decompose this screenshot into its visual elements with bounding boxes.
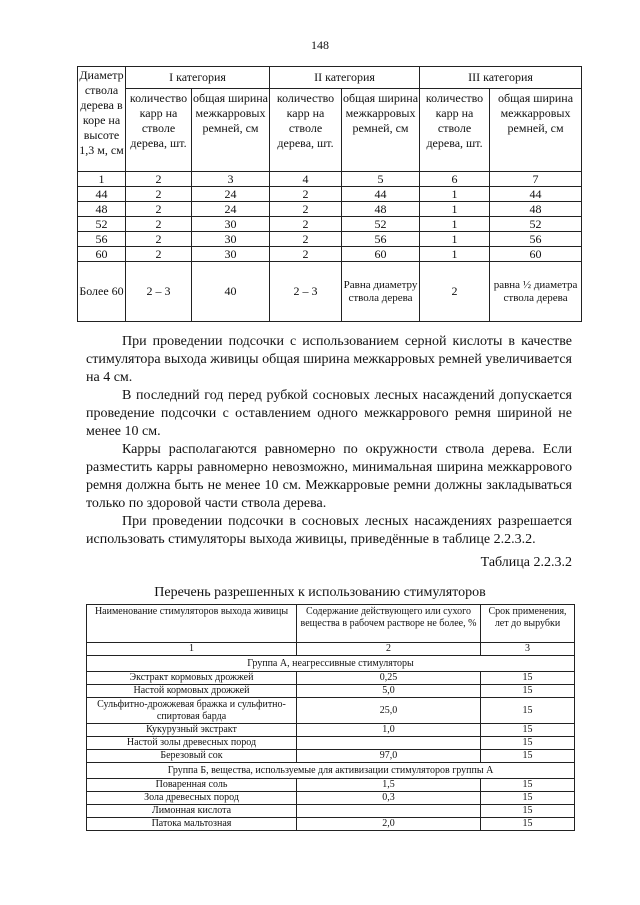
table-cell: 2 — [126, 232, 192, 247]
table-cell: 7 — [490, 172, 582, 187]
table-cell: 24 — [192, 202, 270, 217]
stimulators-table — [86, 604, 575, 831]
group-b-heading: Группа Б, вещества, используемые для активизации стимуляторов группы А — [87, 763, 575, 779]
table-cell: 15 — [481, 750, 575, 763]
table-cell: Лимонная кислота — [87, 805, 297, 818]
subheader-width: общая ширина межкарровых ремней, см — [192, 89, 270, 172]
header-term: Срок применения, лет до вырубки — [481, 605, 575, 643]
table-cell: Зола древесных пород — [87, 792, 297, 805]
table-cell: 44 — [490, 187, 582, 202]
table-row — [78, 217, 582, 232]
table-cell: 2 — [270, 202, 342, 217]
table-cell: 1 — [78, 172, 126, 187]
table-cell: 15 — [481, 672, 575, 685]
table-cell: 56 — [342, 232, 420, 247]
table-cell: 1 — [420, 247, 490, 262]
header-category-3: III категория — [420, 67, 582, 89]
table-cell: 1 — [420, 202, 490, 217]
paragraph: Карры располагаются равномерно по окружности ствола дерева. Если разместить карры равномерно невозможно, минимальная ширина межкаррового ремня должна быть не менее 10 см. Межкарровые ремни должны закладываться только по здоровой части ствола дерева. — [86, 442, 572, 511]
table-cell: 2 — [270, 247, 342, 262]
table-cell — [297, 737, 481, 750]
table-cell: 0,25 — [297, 672, 481, 685]
table-row — [87, 805, 575, 818]
table-cell: 30 — [192, 217, 270, 232]
table-cell: 2 – 3 — [270, 262, 342, 322]
table-cell: 44 — [78, 187, 126, 202]
table-cell: 52 — [490, 217, 582, 232]
table-cell: Березовый сок — [87, 750, 297, 763]
table-row — [87, 750, 575, 763]
table-cell: 60 — [78, 247, 126, 262]
table-row — [78, 202, 582, 217]
subheader-count: количество карр на стволе дерева, шт. — [270, 89, 342, 172]
table-cell: 2 — [297, 643, 481, 656]
paragraph: При проведении подсочки в сосновых лесных насаждениях разрешается использовать стимуляторы выхода живицы, приведённые в таблице 2.2.3.2. — [86, 514, 572, 547]
header-name: Наименование стимуляторов выхода живицы — [87, 605, 297, 643]
table-cell: 97,0 — [297, 750, 481, 763]
table-caption: Таблица 2.2.3.2 — [480, 555, 572, 570]
table-cell: 56 — [78, 232, 126, 247]
table-row — [78, 187, 582, 202]
table-cell — [297, 805, 481, 818]
table-cell: Настой кормовых дрожжей — [87, 685, 297, 698]
group-a-heading: Группа А, неагрессивные стимуляторы — [87, 656, 575, 672]
table-cell: 2 — [126, 172, 192, 187]
subheader-count: количество карр на стволе дерева, шт. — [420, 89, 490, 172]
table-cell: 15 — [481, 737, 575, 750]
table-cell: 1,5 — [297, 779, 481, 792]
table-cell: равна ½ диаметра ствола дерева — [490, 262, 582, 322]
table-row — [87, 737, 575, 750]
table-cell: 0,3 — [297, 792, 481, 805]
table-cell: Поваренная соль — [87, 779, 297, 792]
table-row — [78, 247, 582, 262]
table-cell: 2 — [126, 187, 192, 202]
table-cell: 2 — [270, 217, 342, 232]
table-cell: Сульфитно-дрожжевая бражка и сульфитно-спиртовая барда — [87, 698, 297, 724]
table-cell: 3 — [192, 172, 270, 187]
table-cell: 15 — [481, 685, 575, 698]
table-cell: 60 — [490, 247, 582, 262]
table-cell: 44 — [342, 187, 420, 202]
table-cell: 60 — [342, 247, 420, 262]
table-cell: 15 — [481, 698, 575, 724]
table-cell: 1 — [420, 217, 490, 232]
table-cell: 15 — [481, 818, 575, 831]
table-row — [87, 685, 575, 698]
subheader-count: количество карр на стволе дерева, шт. — [126, 89, 192, 172]
table-cell: 48 — [490, 202, 582, 217]
header-category-1: I категория — [126, 67, 270, 89]
table-cell: 15 — [481, 792, 575, 805]
table-cell: 15 — [481, 779, 575, 792]
table-cell: Экстракт кормовых дрожжей — [87, 672, 297, 685]
table-cell: 15 — [481, 724, 575, 737]
body-text — [86, 333, 572, 549]
table-cell: 30 — [192, 232, 270, 247]
table-cell: 25,0 — [297, 698, 481, 724]
table-cell: 2 — [126, 217, 192, 232]
header-category-2: II категория — [270, 67, 420, 89]
table-cell: 48 — [78, 202, 126, 217]
table-cell: 1,0 — [297, 724, 481, 737]
table-row — [78, 232, 582, 247]
table-cell: 24 — [192, 187, 270, 202]
paragraph: В последний год перед рубкой сосновых лесных насаждений допускается проведение подсочки с оставлением одного межкаррового ремня шириной не менее 10 см. — [86, 388, 572, 439]
table-cell: 5 — [342, 172, 420, 187]
table-cell: 1 — [420, 187, 490, 202]
table-cell: 1 — [87, 643, 297, 656]
table-cell: 2 — [126, 247, 192, 262]
table-cell: 2,0 — [297, 818, 481, 831]
table-row — [78, 172, 582, 187]
table-row — [87, 724, 575, 737]
table-cell: 2 — [126, 202, 192, 217]
page-number: 148 — [311, 38, 329, 52]
table-cell: 1 — [420, 232, 490, 247]
paragraph: При проведении подсочки с использованием серной кислоты в качестве стимулятора выхода живицы общая ширина межкарровых ремней увеличивается на 4 см. — [86, 334, 572, 385]
table-row — [87, 672, 575, 685]
table-cell: 2 — [270, 187, 342, 202]
table-row — [87, 818, 575, 831]
table-cell: 4 — [270, 172, 342, 187]
header-diameter: Диаметр ствола дерева в коре на высоте 1,3 м, см — [78, 67, 126, 172]
header-content: Содержание действующего или сухого вещества в рабочем растворе не более, % — [297, 605, 481, 643]
table-row — [87, 698, 575, 724]
table-cell: 15 — [481, 805, 575, 818]
table-cell: 56 — [490, 232, 582, 247]
tapping-width-table — [77, 66, 582, 322]
table-cell: 30 — [192, 247, 270, 262]
subheader-width: общая ширина межкарровых ремней, см — [490, 89, 582, 172]
table-row — [78, 262, 582, 322]
subheader-width: общая ширина межкарровых ремней, см — [342, 89, 420, 172]
table-cell: 2 — [420, 262, 490, 322]
table-cell: Равна диаметру ствола дерева — [342, 262, 420, 322]
table-cell: Патока мальтозная — [87, 818, 297, 831]
table-cell: Более 60 — [78, 262, 126, 322]
table-cell: 52 — [342, 217, 420, 232]
table-row — [87, 792, 575, 805]
table-cell: 40 — [192, 262, 270, 322]
table-cell: 2 – 3 — [126, 262, 192, 322]
table-cell: 6 — [420, 172, 490, 187]
table-cell: Кукурузный экстракт — [87, 724, 297, 737]
table-cell: Настой золы древесных пород — [87, 737, 297, 750]
table-cell: 3 — [481, 643, 575, 656]
table-title: Перечень разрешенных к использованию стимуляторов — [154, 585, 486, 600]
table-cell: 48 — [342, 202, 420, 217]
table-row — [87, 779, 575, 792]
table-cell: 52 — [78, 217, 126, 232]
table-row — [87, 643, 575, 656]
table-cell: 2 — [270, 232, 342, 247]
table-cell: 5,0 — [297, 685, 481, 698]
